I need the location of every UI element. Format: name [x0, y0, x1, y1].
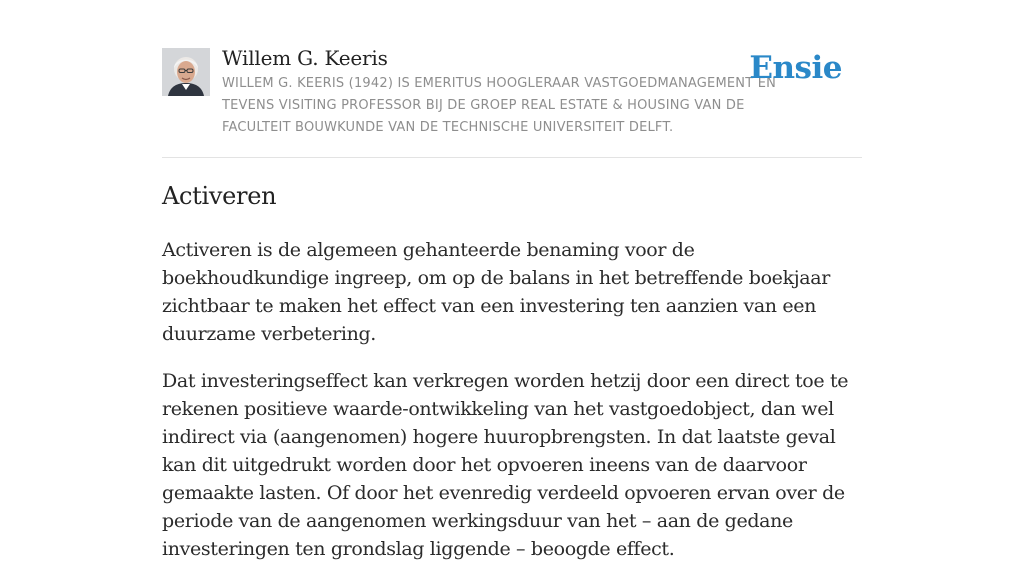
author-name: Willem G. Keeris — [222, 46, 388, 70]
article-paragraph: Activeren is de algemeen gehanteerde benaming voor de boekhoudkundige ingreep, om op de balans in het betreffende boekjaar zichtbaar te maken het effect van een investering ten aanzien van een duurzame verbetering. — [162, 239, 830, 345]
author-avatar — [162, 48, 210, 96]
article — [162, 178, 862, 563]
author-header — [162, 44, 862, 158]
article-title: Activeren — [162, 182, 277, 210]
author-bio: WILLEM G. KEERIS (1942) IS EMERITUS HOOGLERAAR VASTGOEDMANAGEMENT EN TEVENS VISITING PROFESSOR BIJ DE GROEP REAL ESTATE & HOUSING VAN DE FACULTEIT BOUWKUNDE VAN DE TECHNISCHE UNIVERSITEIT DELFT. — [222, 76, 777, 135]
article-paragraph: Dat investeringseffect kan verkregen worden hetzij door een direct toe te rekenen positieve waarde-ontwikkeling van het vastgoedobject, dan wel indirect via (aangenomen) hogere huuropbrengsten. In dat laatste geval kan dit uitgedrukt worden door het opvoeren ineens van de daarvoor gemaakte lasten. Of door het evenredig verdeeld opvoeren ervan over de periode van de aangenomen werkingsduur van het – aan de gedane investeringen ten grondslag liggende – beoogde effect. — [162, 370, 849, 560]
author-portrait-image — [162, 48, 210, 96]
ensie-logo-link[interactable]: Ensie — [749, 50, 842, 86]
